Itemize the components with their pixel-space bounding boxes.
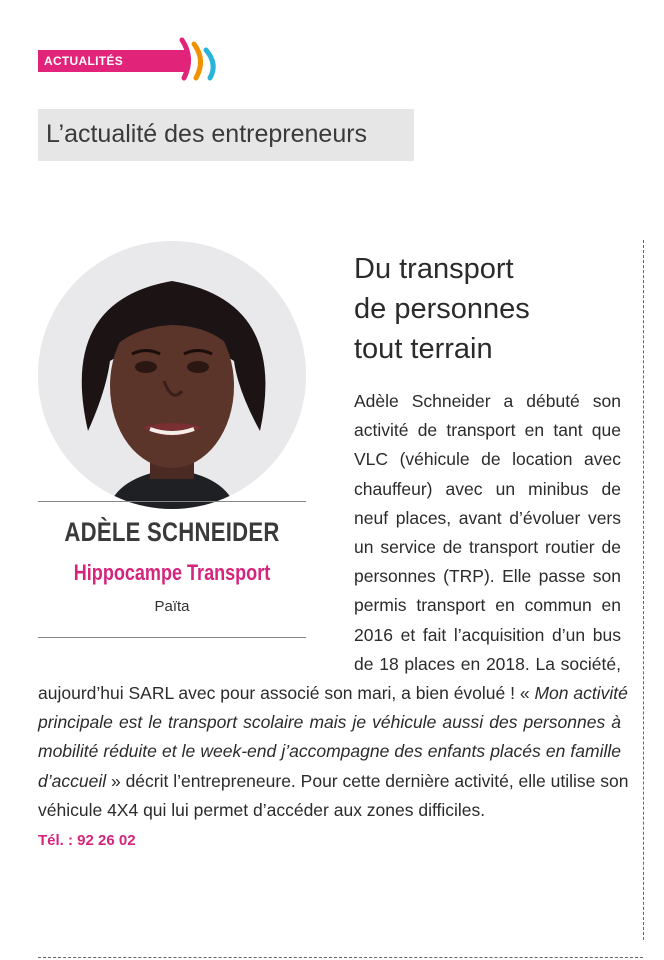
profile-rule-top (38, 501, 306, 502)
body-line: personnes (TRP). Elle passe son (354, 566, 621, 587)
article-title-line: Du transport (354, 253, 514, 285)
body-text-run: » décrit l’entrepreneure. Pour cette dernière activité, elle utilise son (106, 770, 629, 791)
body-line: chauffeur) avec un minibus de (354, 478, 621, 499)
body-line: activité de transport en tant que (354, 420, 621, 441)
article-body-full (38, 679, 629, 825)
section-heading: L’actualité des entrepreneurs (46, 120, 368, 148)
profile-company: Hippocampe Transport (73, 560, 271, 585)
phone-number: Tél. : 92 26 02 (38, 832, 136, 849)
article-body-column (354, 387, 621, 679)
frame-border-right (643, 240, 644, 940)
quote-line: principale est le transport scolaire mais je véhicule aussi des personnes à (38, 712, 621, 733)
profile-rule-bottom (38, 637, 306, 638)
quote-text-run: d’accueil (38, 770, 107, 791)
article-title-line: tout terrain (354, 333, 493, 365)
portrait-illustration (38, 241, 306, 509)
body-line (38, 767, 629, 796)
profile-name: ADÈLE SCHNEIDER (64, 517, 280, 547)
section-tag-badge (38, 36, 238, 82)
body-line: permis transport en commun en (354, 595, 621, 616)
body-line: Adèle Schneider a débuté son (354, 391, 621, 411)
body-line: 2016 et fait l’acquisition d’un bus (354, 624, 621, 645)
article-title-line: de personnes (354, 293, 530, 325)
body-text-run: aujourd’hui SARL avec pour associé son mari, a bien évolué ! « (38, 683, 535, 703)
section-heading-band (38, 109, 414, 161)
portrait-photo (38, 241, 306, 509)
body-line: un service de transport routier de (354, 537, 621, 558)
body-line (38, 679, 628, 708)
body-line: véhicule 4X4 qui lui permet d’accéder aux zones difficiles. (38, 799, 486, 820)
profile-location: Païta (154, 598, 190, 615)
body-line: de 18 places en 2018. La société, (354, 653, 621, 674)
frame-border-bottom (38, 957, 643, 958)
body-line: neuf places, avant d’évoluer vers (354, 507, 621, 528)
section-tag-label: ACTUALITÉS (38, 50, 188, 72)
article-title (354, 249, 530, 369)
wave-arcs-icon (178, 36, 228, 82)
quote-line: mobilité réduite et le week-end j’accompagne des enfants placés en famille (38, 741, 621, 762)
quote-text-run: Mon activité (534, 683, 628, 703)
body-line: VLC (véhicule de location avec (354, 449, 621, 470)
